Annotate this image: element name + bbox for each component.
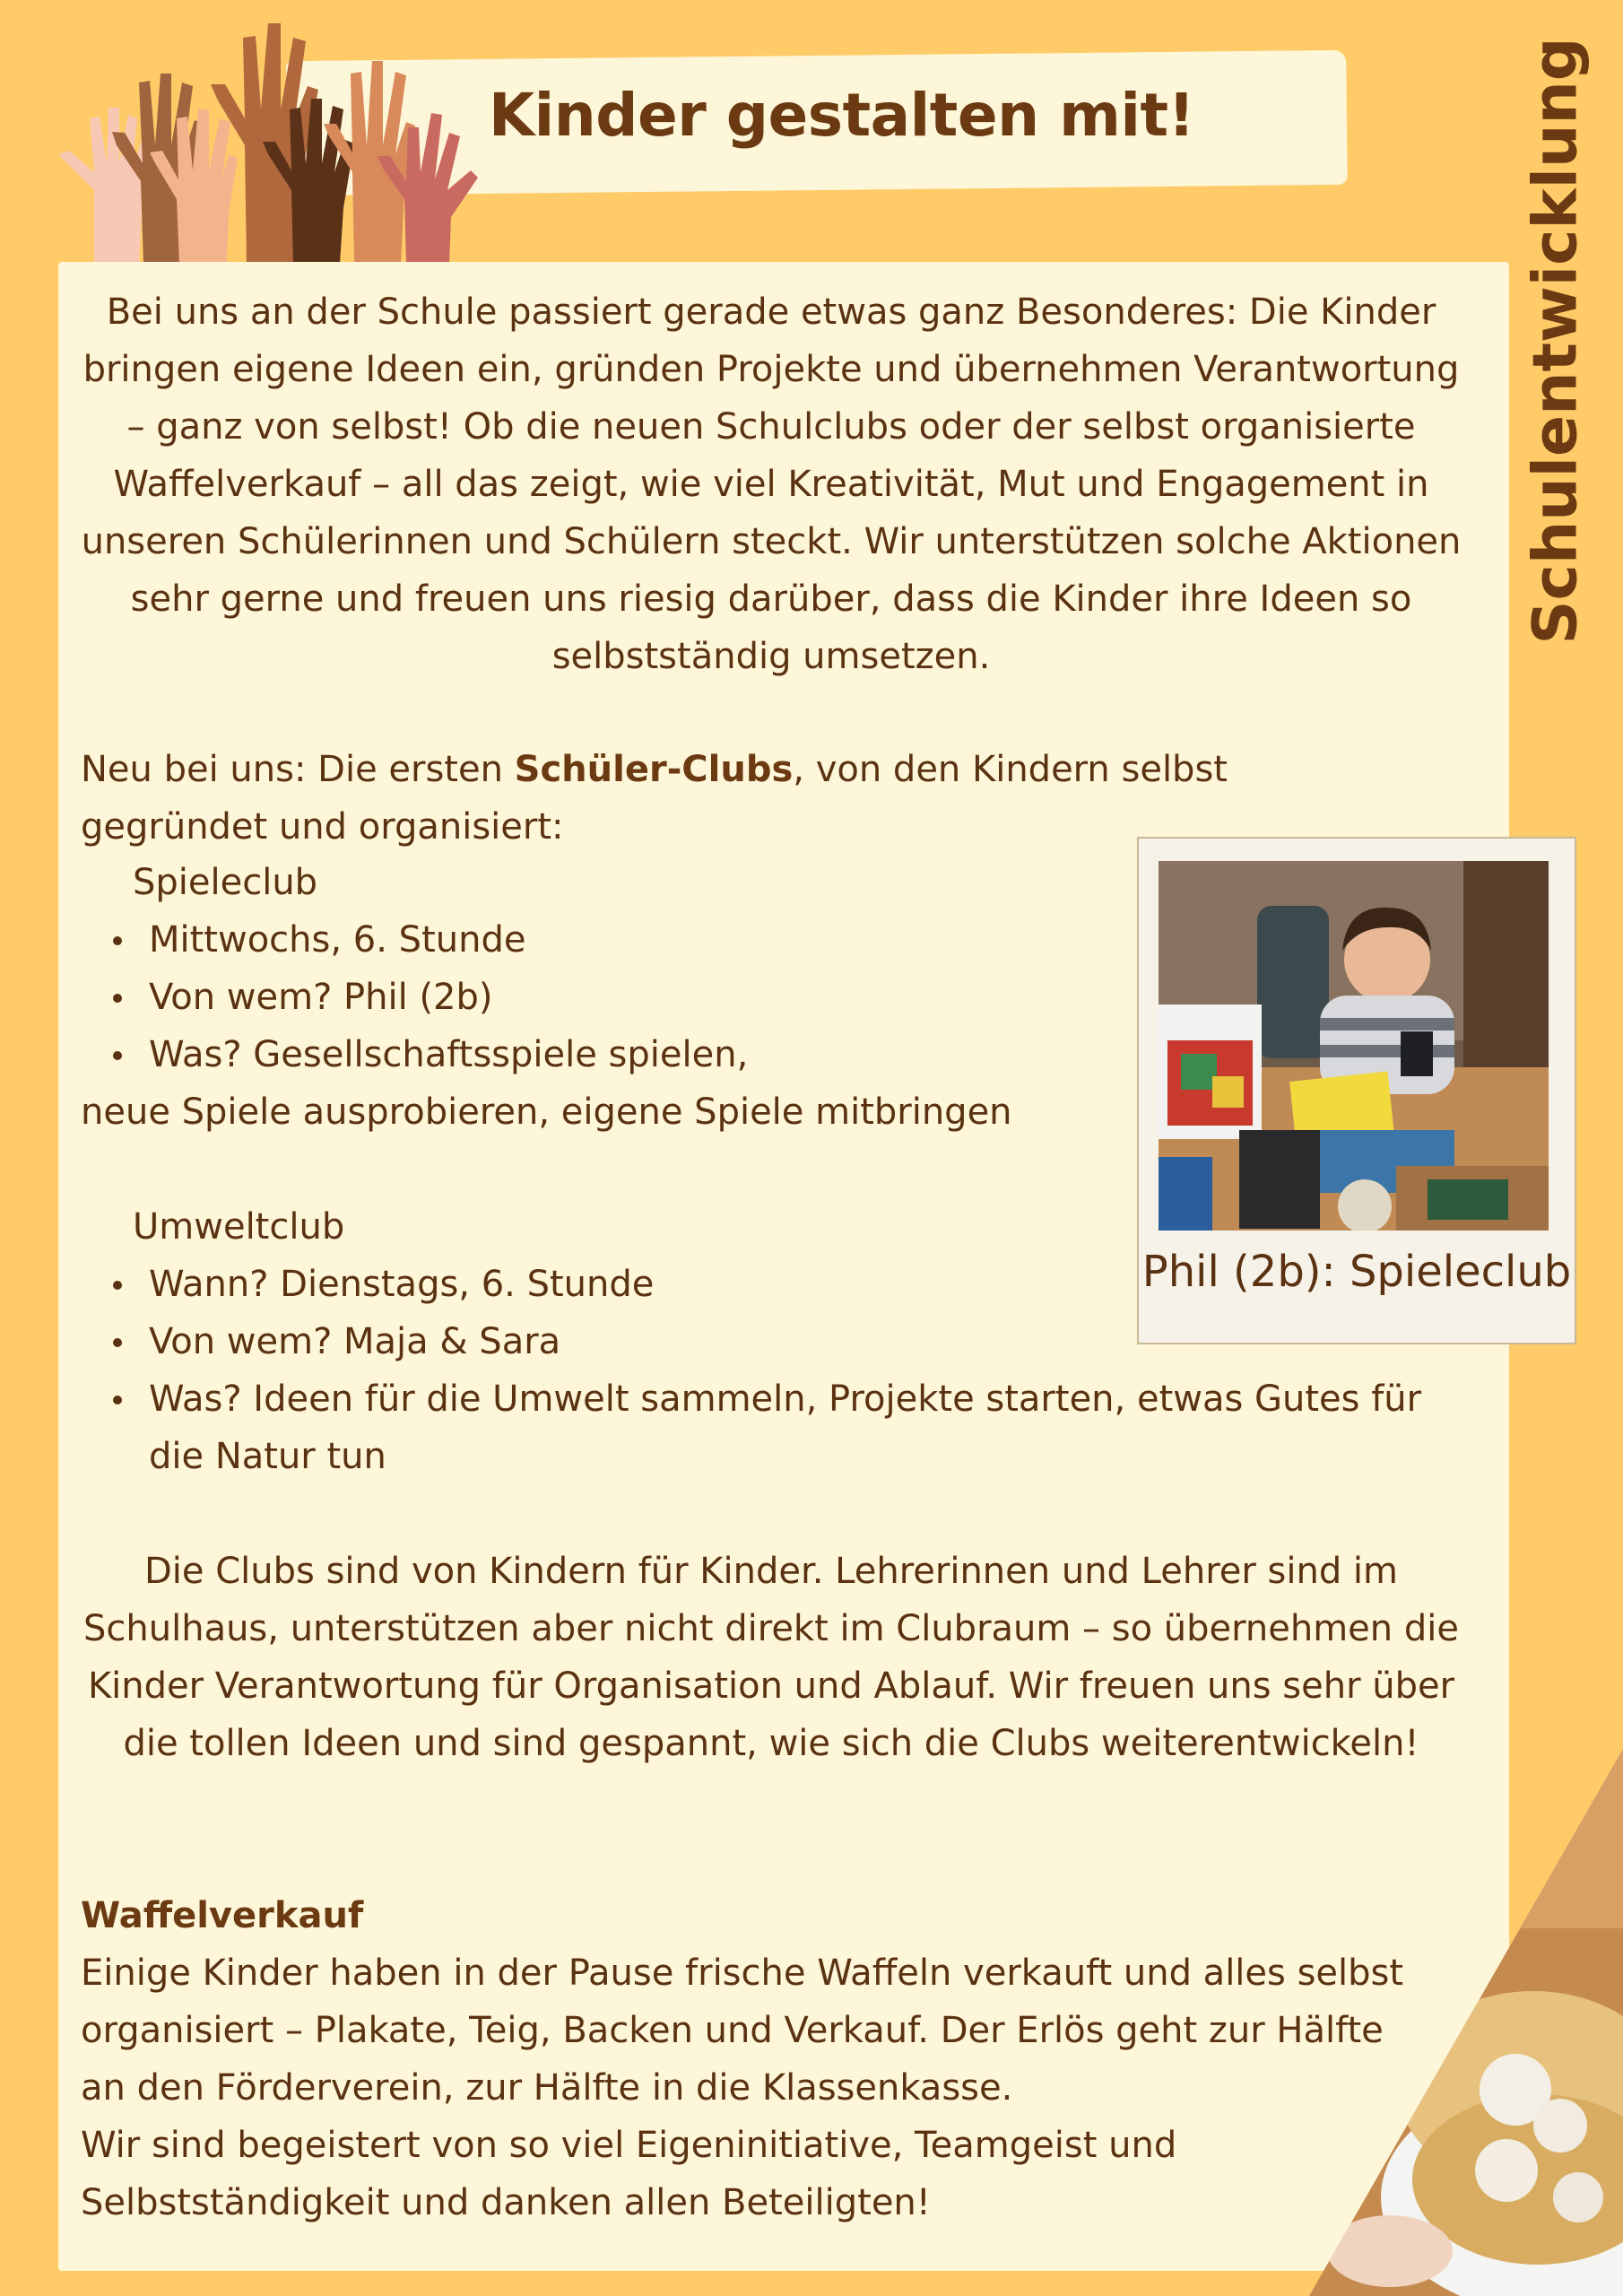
clubs-intro — [81, 741, 1318, 856]
umweltclub-title: Umweltclub — [133, 1206, 345, 1248]
page-title: Kinder gestalten mit! — [489, 81, 1195, 150]
waffel-body — [81, 1944, 1426, 2231]
side-label: Schulentwicklung — [1520, 37, 1592, 645]
waffle-photo — [1309, 1749, 1623, 2296]
photo-caption: Phil (2b): Spieleclub — [1141, 1247, 1572, 1297]
intro-paragraph: Bei uns an der Schule passiert gerade etwas ganz Besonderes: Die Kinder bringen eigene Ideen ein, gründen Projekte und übernehmen Verantwortung – ganz von selbst! Ob die neuen Schulclubs oder der selbst organisierte Waffelverkauf – all das zeigt, wie viel Kreativität, Mut und Engagement in unseren Schülerinnen und Schülern steckt. Wir unterstützen solche Aktionen sehr gerne und freuen uns riesig darüber, dass die Kinder ihre Ideen so selbstständig umsetzen. — [81, 291, 1462, 677]
raised-hands-illustration — [49, 20, 516, 264]
spieleclub-continuation: neue Spiele ausprobieren, eigene Spiele mitbringen — [81, 1091, 1012, 1133]
spieleclub-title: Spieleclub — [133, 862, 318, 903]
list-item: Von wem? Maja & Sara — [149, 1313, 1548, 1370]
clubs-intro-bold: Schüler-Clubs — [514, 749, 794, 790]
list-item: Mittwochs, 6. Stunde — [149, 911, 1162, 969]
spieleclub-list — [81, 911, 1162, 1083]
waffel-title: Waffelverkauf — [81, 1895, 364, 1936]
list-item: Wann? Dienstags, 6. Stunde — [149, 1256, 1548, 1313]
spieleclub-photo — [1159, 861, 1549, 1231]
list-item: Von wem? Phil (2b) — [149, 969, 1162, 1026]
clubs-note: Die Clubs sind von Kindern für Kinder. Lehrerinnen und Lehrer sind im Schulhaus, unterstützen aber nicht direkt im Clubraum – so übernehmen die Kinder Verantwortung für Organisation und Ablauf. Wir freuen uns sehr über die tollen Ideen und sind gespannt, wie sich die Clubs weiterentwickeln! — [83, 1551, 1459, 1764]
side-label-container — [1515, 37, 1596, 645]
list-item: Was? Ideen für die Umwelt sammeln, Projekte starten, etwas Gutes für die Natur tun — [149, 1370, 1548, 1485]
clubs-intro-after: , von den Kindern selbst gegründet und organisiert: — [81, 749, 1228, 848]
photo-card — [1139, 839, 1575, 1343]
waffel-body-1: Einige Kinder haben in der Pause frische Waffeln verkauft und alles selbst organisiert – Plakate, Teig, Backen und Verkauf. Der Erlös geht zur Hälfte an den Förderverein, zur Hälfte in die Klassenkasse. — [81, 1952, 1404, 2109]
waffel-body-2: Wir sind begeistert von so viel Eigeninitiative, Teamgeist und Selbstständigkeit und danken allen Beteiligten! — [81, 2125, 1177, 2223]
hand-icon — [58, 23, 478, 264]
clubs-intro-before: Neu bei uns: Die ersten — [81, 749, 515, 790]
list-item: Was? Gesellschaftsspiele spielen, — [149, 1026, 1162, 1083]
